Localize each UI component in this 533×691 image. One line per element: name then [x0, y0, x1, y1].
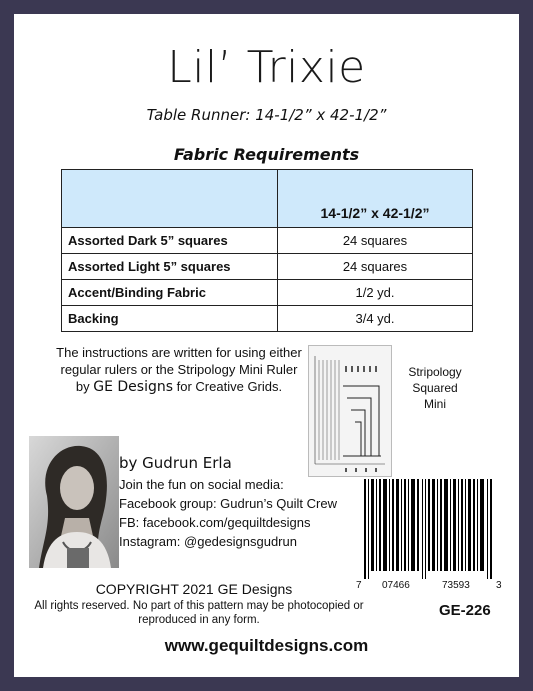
table-row [62, 280, 473, 306]
fabric-requirements-heading: Fabric Requirements [173, 145, 360, 164]
barcode-digit-prefix: 7 [356, 580, 362, 591]
instructions-suffix: for Creative Grids. [176, 379, 283, 394]
pattern-subtitle: Table Runner: 14-1/2” x 42-1/2” [146, 106, 387, 124]
pattern-sku: GE-226 [439, 602, 491, 619]
fabric-requirements-table [61, 169, 473, 332]
table-header-row [62, 170, 473, 228]
fabric-item: Assorted Dark 5” squares [62, 228, 278, 254]
ruler-instructions [54, 344, 304, 396]
fabric-item: Backing [62, 306, 278, 332]
fabric-amount: 3/4 yd. [278, 306, 473, 332]
fabric-item: Assorted Light 5” squares [62, 254, 278, 280]
facebook-group: Facebook group: Gudrun’s Quilt Crew [119, 496, 337, 511]
table-row [62, 254, 473, 280]
table-header-blank [62, 170, 278, 228]
rights-line: All rights reserved. No part of this pattern may be photocopied or [34, 600, 364, 612]
barcode-digits-right: 73593 [442, 580, 470, 591]
author-byline: by Gudrun Erla [119, 454, 232, 472]
table-row [62, 306, 473, 332]
ruler-label-line: Squared [412, 381, 458, 395]
table-header-size: 14-1/2” x 42-1/2” [278, 170, 473, 228]
website-url[interactable]: www.gequiltdesigns.com [164, 636, 369, 655]
fabric-item: Accent/Binding Fabric [62, 280, 278, 306]
pattern-title: Lil’ Trixie [167, 42, 366, 93]
fabric-amount: 1/2 yd. [278, 280, 473, 306]
fabric-amount: 24 squares [278, 228, 473, 254]
ruler-label [400, 364, 470, 412]
instructions-line-2: regular rulers or the Stripology Mini Ruler [60, 362, 298, 377]
ruler-label-line: Stripology [408, 365, 462, 379]
rights-line: reproduced in any form. [138, 614, 260, 626]
barcode-digit-check: 3 [496, 580, 502, 591]
author-photo [29, 436, 119, 568]
instructions-by: by [75, 379, 90, 394]
pattern-back-cover [14, 14, 519, 677]
facebook-link: FB: facebook.com/gequiltdesigns [119, 515, 311, 530]
social-intro: Join the fun on social media: [119, 477, 284, 492]
fabric-amount: 24 squares [278, 254, 473, 280]
table-row [62, 228, 473, 254]
instagram-handle: Instagram: @gedesignsgudrun [119, 534, 297, 549]
instructions-line-1: The instructions are written for using either [56, 345, 302, 360]
copyright: COPYRIGHT 2021 GE Designs [95, 581, 293, 597]
brand-name: GE Designs [93, 379, 174, 395]
barcode-digits-left: 07466 [382, 580, 410, 591]
rights-notice [24, 599, 374, 627]
author-info [119, 454, 337, 551]
ruler-label-line: Mini [423, 397, 446, 411]
instructions-line-3 [54, 378, 304, 396]
barcode [356, 479, 503, 599]
